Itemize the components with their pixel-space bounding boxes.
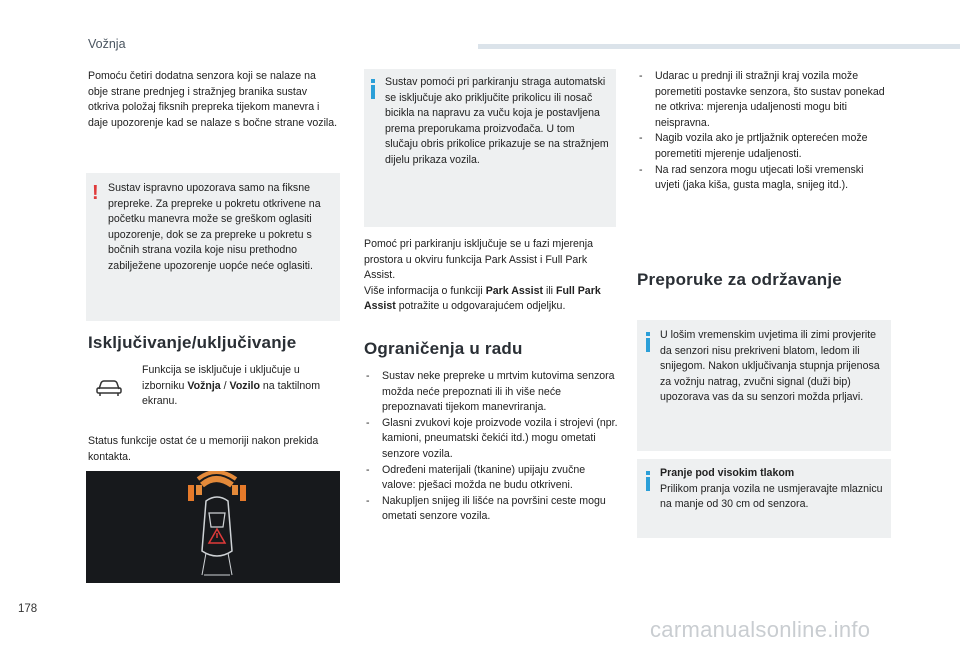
header-rule (478, 44, 960, 49)
page-number: 178 (18, 603, 38, 615)
list-item: - Glasni zvukovi koje proizvode vozila i strojevi (npr. kamioni, pneumatski čekići itd.) mogu ometati senzore vozila. (364, 416, 618, 463)
intro-paragraph: Pomoću četiri dodatna senzora koji se nalaze na obje strane prednjeg i stražnjeg branika sustav otkriva položaj fiksnih prepreka tijekom manevra i daje upozorenje kad se nalaze s bočne strane vozila. (88, 70, 338, 129)
list-item: - Određeni materijali (tkanine) upijaju zvučne valove: pješaci možda ne budu otkriveni. (364, 463, 618, 494)
washing-title: Pranje pod visokim tlakom (660, 467, 795, 479)
watermark: carmanualsonline.info (650, 617, 871, 642)
toggle-instruction: Funkcija se isključuje i uključuje u izborniku Vožnja / Vozilo na taktilnom ekranu. (142, 364, 321, 408)
washing-text: Prilikom pranja vozila ne usmjeravajte mlaznicu na manje od 30 cm od senzora. (660, 482, 883, 511)
menu-driving: Vožnja (187, 379, 221, 392)
list-item: - Nakupljen snijeg ili lišće na površini ceste mogu ometati senzore vozila. (364, 494, 618, 525)
warning-box (86, 173, 340, 321)
info-icon (371, 79, 375, 99)
status-paragraph: Status funkcije ostat će u memoriji nakon prekida kontakta. (88, 435, 319, 463)
list-item: - Nagib vozila ako je prtljažnik opterećen može poremetiti mjerenje udaljenosti. (637, 131, 891, 162)
info-box-trailer (364, 69, 616, 227)
heading-toggle: Isključivanje/uključivanje (88, 333, 297, 352)
info-box-washing (637, 459, 891, 538)
park-assist-paragraph: Pomoć pri parkiranju isključuje se u fazi mjerenja prostora u okviru funkcija Park Assist i Full Park Assist. Više informacija o funkciji Park Assist ili Full Park Assist potražite u odgovarajućem odjeljku. (364, 238, 601, 313)
warning-text: Sustav ispravno upozorava samo na fiksne prepreke. Za prepreke u pokretu otkrivene na početku manevra može se greškom oglasiti upozorenje, dok se za prepreke u pokretu s bočnih strana vozila koje nisu prethodno zabilježene upozorenje uopće neće oglasiti. (108, 182, 321, 272)
info-box-weather (637, 320, 891, 451)
list-item: - Na rad senzora mogu utjecati loši vremenski uvjeti (jaka kiša, gusta magla, snijeg itd.). (637, 163, 891, 194)
menu-vehicle: Vozilo (229, 379, 260, 392)
info-text-trailer: Sustav pomoći pri parkiranju straga automatski se isključuje ako priključite prikolicu ili nosač bicikla na napravu za vuču koja je postavljena prema preporukama proizvođača. U tom slučaju obris prikolice prikazuje se na stražnjem dijelu prikaza vozila. (385, 76, 609, 166)
list-item: - Udarac u prednji ili stražnji kraj vozila može poremetiti postavke senzora, što sustav ponekad ne otkriva: mjerenja udaljenosti mogu biti neispravna. (637, 69, 891, 131)
list-item: - Sustav neke prepreke u mrtvim kutovima senzora možda neće prepoznati ili ih više neće prepoznavati tijekom manevriranja. (364, 369, 618, 416)
limitations-list (364, 369, 618, 525)
car-icon (94, 375, 124, 397)
info-text-weather: U lošim vremenskim uvjetima ili zimi provjerite da senzori nisu prekriveni blatom, ledom ili snijegom. Nakon uključivanja stupnja prijenosa za vožnju natrag, zvučni signal (duži bip) upozorava vas da su senzori možda prljavi. (660, 329, 880, 404)
info-icon (646, 332, 650, 352)
limitations-list-continued (637, 69, 891, 194)
info-icon (646, 471, 650, 491)
heading-limitations: Ograničenja u radu (364, 339, 523, 358)
heading-maintenance: Preporuke za održavanje (637, 270, 842, 289)
warning-icon: ! (92, 182, 99, 204)
display-illustration (86, 471, 340, 583)
section-title: Vožnja (88, 37, 126, 51)
